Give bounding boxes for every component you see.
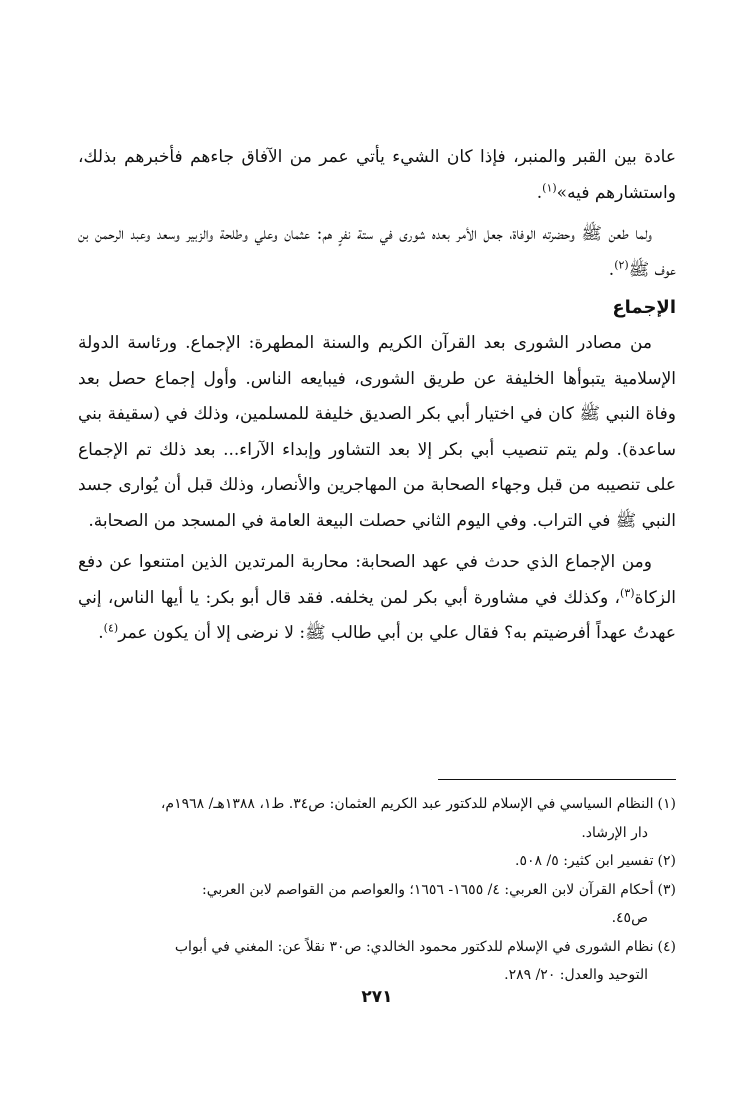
paragraph-4-text-b: ، وكذلك في مشاورة أبي بكر لمن يخلفه. فقد قال أبو بكر: يا أيها الناس، إني عهدتُ عهداً أفرضيتم به؟ فقال علي بن أبي طالب ﷺ: لا نرضى إلا أن يكون عمر <box>78 587 676 643</box>
footnote-separator <box>438 779 676 780</box>
paragraph-3: من مصادر الشورى بعد القرآن الكريم والسنة المطهرة: الإجماع. ورئاسة الدولة الإسلامية يتبوأها الخليفة عن طريق الشورى، فيبايعه الناس. وأول إجماع حصل بعد وفاة النبي ﷺ كان في اختيار أبي بكر الصديق خليفة للمسلمين، وذلك في (سقيفة بني ساعدة). ولم يتم تنصيب أبي بكر إلا بعد التشاور وإبداء الآراء... بعد ذلك تم الإجماع على تنصيبه من قبل وجهاء الصحابة من المهاجرين والأنصار، وذلك قبل أن يُوارى جسد النبي ﷺ في التراب. وفي اليوم الثاني حصلت البيعة العامة في المسجد من الصحابة. <box>78 333 676 531</box>
paragraph-4-text-a: ومن الإجماع الذي حدث في عهد الصحابة: محاربة المرتدين الذين امتنعوا عن دفع الزكاة <box>78 552 676 608</box>
footnote-4-continuation: التوحيد والعدل: ٢٠/ ٢٨٩. <box>504 967 648 983</box>
paragraph-4-end: . <box>98 623 104 643</box>
footnote-1-continuation: دار الإرشاد. <box>581 824 648 841</box>
paragraph-2 <box>78 217 676 288</box>
footnote-text: نظام الشورى في الإسلام للدكتور محمود الخالدي: ص٣٠ نقلاً عن: المغني في أبواب <box>174 938 654 955</box>
footnote-ref-1: (١) <box>542 180 557 194</box>
footnote-1 <box>78 790 676 819</box>
footnote-text: تفسير ابن كثير: ٥/ ٥٠٨. <box>515 853 654 869</box>
footnote-text: أحكام القرآن لابن العربي: ٤/ ١٦٥٥- ١٦٥٦؛ والعواصم من القواصم لابن العربي: <box>202 881 654 898</box>
section-heading: الإجماع <box>612 297 676 318</box>
page-number: ٢٧١ <box>361 987 393 1007</box>
footnote-number: (٣) <box>657 881 676 898</box>
paragraph-1 <box>78 140 676 211</box>
footnote-number: (٢) <box>657 853 676 869</box>
footnote-text: النظام السياسي في الإسلام للدكتور عبد الكريم العثمان: ص٣٤. ط١، ١٣٨٨هـ/ ١٩٦٨م، <box>160 796 654 812</box>
footnote-number: (١) <box>657 796 676 812</box>
footnote-ref-3: (٣) <box>620 585 635 599</box>
paragraph-2-end: . <box>608 259 615 280</box>
footnote-ref-2: (٢) <box>614 257 629 271</box>
footnote-number: (٤) <box>657 938 676 955</box>
paragraph-1-end: . <box>536 182 543 203</box>
footnote-2 <box>78 847 676 876</box>
footnotes <box>78 790 676 990</box>
document-page <box>78 0 676 1105</box>
paragraph-4 <box>78 545 676 652</box>
footnote-3-continuation: ص٤٥. <box>611 910 648 926</box>
paragraph-2-text: ولما طعن ﷺ وحضرته الوفاة، جعل الأمر بعده شورى في ستة نفرٍ هم: عثمان وعلي وطلحة والزبير وسعد وعبد الرحمن بن عوف ﷺ <box>78 224 676 280</box>
body-text <box>78 140 676 652</box>
footnote-3 <box>78 876 676 905</box>
paragraph-1-text: عادة بين القبر والمنبر، فإذا كان الشيء يأتي عمر من الآفاق جاءهم فأخبرهم بذلك، واستشارهم فيه» <box>78 147 676 203</box>
footnote-ref-4: (٤) <box>103 621 119 635</box>
footnote-4 <box>78 933 676 962</box>
